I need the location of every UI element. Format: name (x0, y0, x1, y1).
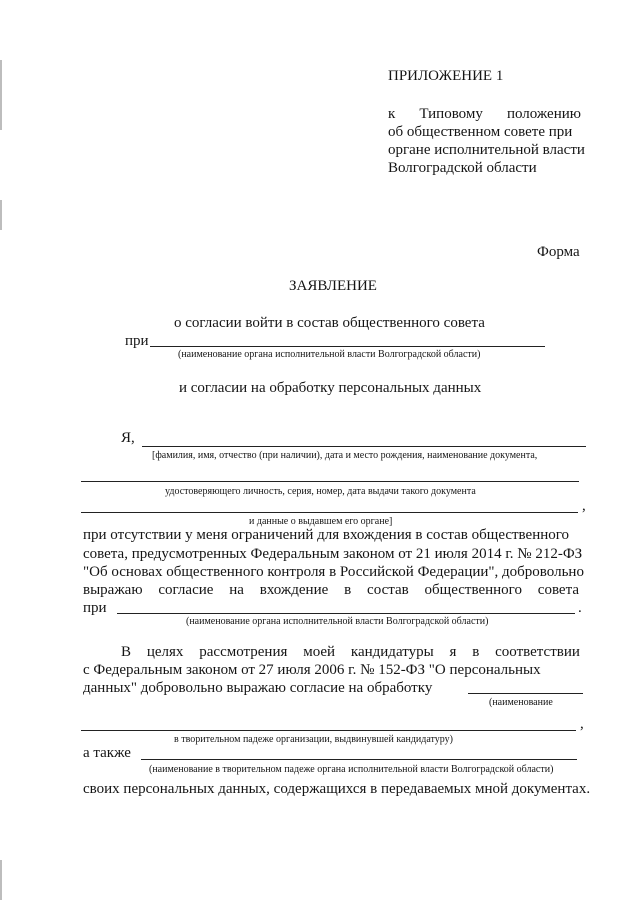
para1-word: состав (367, 582, 409, 598)
processor-org-hint: в творительном падеже организации, выдвинувшей кандидатуру) (174, 734, 453, 745)
scan-edge-mark (0, 860, 2, 900)
scan-edge-mark (0, 60, 2, 130)
para1-line1: при отсутствии у меня ограничений для вхождения в состав общественного (83, 527, 570, 543)
para1-line2: совета, предусмотренных Федеральным законом от 21 июля 2014 г. № 212-ФЗ (83, 546, 583, 562)
para1-pri: при (83, 600, 107, 616)
processor-field-line (468, 693, 583, 694)
fio-field-line (142, 446, 586, 447)
form-label: Форма (537, 244, 580, 260)
issuer-field-comma: , (582, 498, 586, 514)
also-body-field-hint: (наименование в творительном падеже органа исполнительной власти Волгоградской области) (149, 764, 554, 775)
issuer-field-line (81, 512, 578, 513)
appendix-word: Типовому (419, 106, 483, 122)
para1-line3: "Об основах общественного контроля в Российской Федерации", добровольно (83, 564, 584, 580)
appendix-title: ПРИЛОЖЕНИЕ 1 (388, 68, 504, 84)
para2-word: целях (146, 644, 184, 660)
para1-word: вхождение (259, 582, 329, 598)
processor-field-hint: (наименование (489, 697, 553, 708)
document-field-hint: удостоверяющего личность, серия, номер, дата выдачи такого документа (165, 486, 476, 497)
also-label: а также (83, 745, 131, 761)
also-body-field-line (141, 759, 577, 760)
para1-word: в (344, 582, 352, 598)
appendix-to-line1 (388, 106, 581, 123)
para2-word: я (449, 644, 457, 660)
para2-line3: данных" добровольно выражаю согласие на обработку (83, 680, 433, 696)
para2-last-line: своих персональных данных, содержащихся в передаваемых мной документах. (83, 781, 591, 797)
appendix-to-line3: органе исполнительной власти (388, 142, 585, 158)
para2-word: В (121, 644, 132, 660)
para2-word: кандидатуры (350, 644, 434, 660)
appendix-word: к (388, 106, 396, 122)
para1-body-field-line (117, 613, 575, 614)
issuer-field-hint: и данные о выдавшем его органе] (249, 516, 393, 527)
para2-word: моей (303, 644, 336, 660)
council-body-field-line (150, 346, 545, 347)
para1-word: согласие (158, 582, 214, 598)
para1-word: на (229, 582, 244, 598)
document-field-line (81, 481, 579, 482)
para2-word: рассмотрения (199, 644, 288, 660)
processor-org-field-line (81, 730, 576, 731)
fio-field-hint: [фамилия, имя, отчество (при наличии), дата и место рождения, наименование документа, (152, 450, 538, 461)
para2-line1 (121, 644, 580, 661)
appendix-word: положению (506, 106, 581, 122)
para1-period: . (578, 600, 582, 616)
subtitle-personal-data: и согласии на обработку персональных данных (179, 380, 482, 396)
scan-edge-mark (0, 200, 2, 230)
para1-word: выражаю (83, 582, 143, 598)
para2-word: соответствии (495, 644, 580, 660)
para2-word: в (472, 644, 480, 660)
subtitle-pri: при (125, 333, 149, 349)
para2-line2: с Федеральным законом от 27 июля 2006 г. № 152-ФЗ "О персональных (83, 662, 541, 678)
para1-word: общественного (424, 582, 522, 598)
ya-label: Я, (121, 430, 135, 446)
appendix-to-line4: Волгоградской области (388, 160, 537, 176)
para1-line4 (83, 582, 579, 599)
appendix-to-line2: об общественном совете при (388, 124, 573, 140)
para1-word: совета (537, 582, 579, 598)
subtitle-consent: о согласии войти в состав общественного совета (174, 315, 485, 331)
processor-org-comma: , (580, 716, 584, 732)
para1-body-field-hint: (наименование органа исполнительной власти Волгоградской области) (186, 616, 489, 627)
council-body-field-hint: (наименование органа исполнительной власти Волгоградской области) (178, 349, 481, 360)
document-heading: ЗАЯВЛЕНИЕ (289, 278, 377, 294)
